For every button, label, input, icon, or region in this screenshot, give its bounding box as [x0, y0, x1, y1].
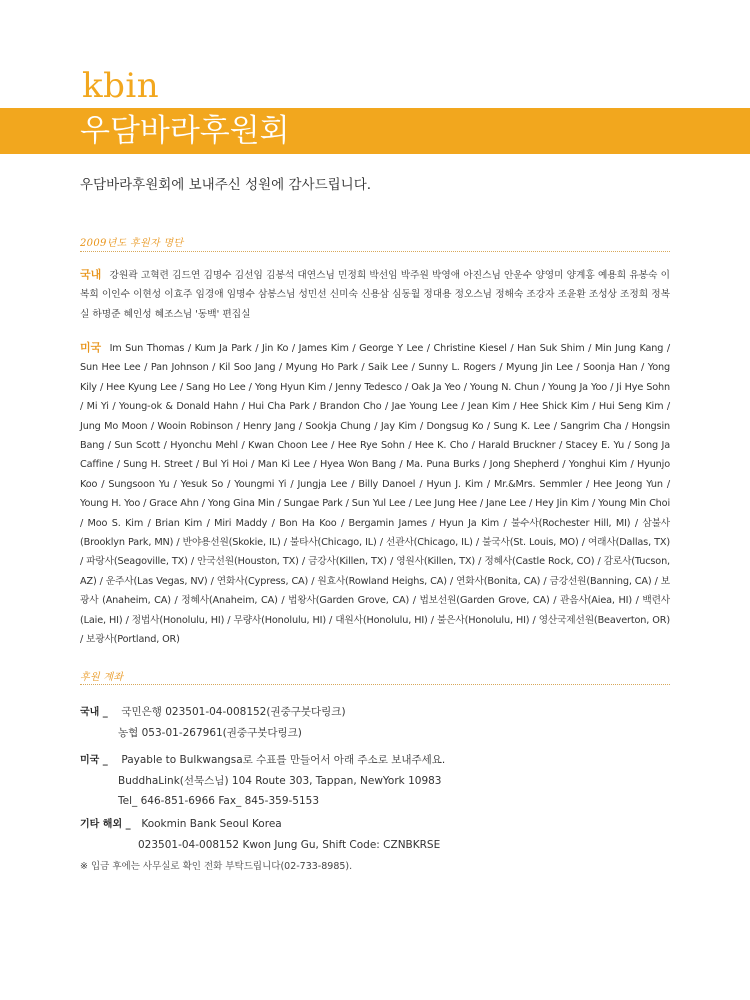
account-overseas — [80, 814, 680, 855]
deposit-note: ※ 입금 후에는 사무실로 확인 전화 부탁드립니다(02-733-8985). — [80, 861, 353, 872]
account-usa-line-1: Payable to Bulkwangsa로 수표를 만들어서 아래 주소로 보내주세요. — [121, 754, 446, 766]
account-korea-line-2: 농협 053-01-267961(권중구붓다링크) — [118, 727, 302, 739]
title-bar — [0, 108, 750, 154]
account-overseas-line-1: Kookmin Bank Seoul Korea — [141, 818, 282, 830]
account-korea — [80, 702, 680, 743]
korea-donor-list — [80, 265, 670, 324]
donors-heading: 2009년도 후원자 명단 — [80, 238, 184, 249]
account-usa — [80, 750, 680, 811]
account-usa-label: 미국 _ — [80, 755, 108, 766]
usa-label: 미국 — [80, 341, 101, 354]
account-usa-line-3: Tel_ 646-851-6966 Fax_ 845-359-5153 — [118, 795, 320, 807]
account-korea-label: 국내 _ — [80, 707, 108, 718]
account-overseas-label: 기타 해외 _ — [80, 819, 131, 830]
korea-donor-names: 강원곽 고혁련 김드연 김명수 김선임 김봉석 대연스님 민정희 박선임 박주원 박영애 아진스님 안운수 양영미 양계홍 예용희 유봉숙 이복희 이인수 이현성 이효주 임경애 임명수 삼봉스님 성민선 신미숙 신용삼 심동월 정대용 정오스님 정해숙 조강자 조윤환 조성상 조정희 정복실 하명준 혜인성 혜조스님 '동백' 편집실 — [80, 270, 670, 320]
accounts-heading: 후원 계좌 — [80, 672, 124, 683]
intro-text: 우담바라후원회에 보내주신 성원에 감사드립니다. — [80, 177, 372, 193]
donors-divider — [80, 251, 670, 252]
account-overseas-line-2: 023501-04-008152 Kwon Jung Gu, Shift Code: CZNBKRSE — [138, 839, 441, 851]
accounts-divider — [80, 684, 670, 685]
usa-donor-names: Im Sun Thomas / Kum Ja Park / Jin Ko / James Kim / George Y Lee / Christine Kiesel / Han Suk Shim / Min Jung Kang / Sun Hee Lee / Pan Johnson / Kil Soo Jang / Myung Ho Park / Saik Lee / Sunny L. Rogers / Myung Jin Lee / Soonja Han / Yong Kily / Hee Kyung Lee / Sang Ho Lee / Yong Hyun Kim / Jenny Tedesco / Oak Ja Yeo / Young N. Chun / Young Ja Yoo / Ji Hye Sohn / Mi Yi / Young-ok & Donald Hahn / Hui Cha Park / Brandon Cho / Jae Young Lee / Jean Kim / Hee Shick Kim / Hui Seng Kim / Jung Mo Moon / Wooin Robinson / Henry Jang / Sookja Chung / Jay Kim / Dongsug Ko / Sung K. Lee / Sangrim Cha / Hongsin Bang / Sun Scott / Hyonchu Mehl / Kwan Choon Lee / Hee Rye Sohn / Hee K. Cho / Harald Bruckner / Stacey E. Yu / Song Ja Caffine / Sung H. Street / Bul Yi Hoi / Man Ki Lee / Hyea Won Bang / Ma. Puna Burks / Jong Shepherd / Yonghui Kim / Hyunjo Koo / Sungsoon Yu / Yesuk So / Youngmi Yi / Jungja Lee / Billy Danoel / Hyun J. Kim / Mr.&Mrs. Semmler / Hee Jeong Yun / Young H. Yoo / Grace Ahn / Yong Gina Min / Sungae Park / Sun Yul Lee / Lee Jung Hee / Jane Lee / Hey Jin Kim / Young Min Choi / Moo S. Kim / Brian Kim / Miri Maddy / Bon Ha Koo / Bergamin James / Hyun Ja Kim / 불수사(Rochester Hill, MI) / 삼불사(Brooklyn Park, MN) / 반야용선원(Skokie, IL) / 불타사(Chicago, IL) / 선관사(Chicago, IL) / 불국사(St. Louis, MO) / 여래사(Dallas, TX) / 파랑사(Seagoville, TX) / 안국선원(Houston, TX) / 금강사(Killen, TX) / 영원사(Killen, TX) / 정혜사(Castle Rock, CO) / 감로사(Tucson, AZ) / 운주사(Las Vegas, NV) / 연화사(Cypress, CA) / 원효사(Rowland Heighs, CA) / 연화사(Bonita, CA) / 금강선원(Banning, CA) / 보광사 (Anaheim, CA) / 정혜사(Anaheim, CA) / 법왕사(Garden Grove, CA) / 법보선원(Garden Grove, CA) / 관음사(Aiea, HI) / 백련사(Laie, HI) / 정법사(Honolulu, HI) / 무량사(Honolulu, HI) / 대원사(Honolulu, HI) / 불은사(Honolulu, HI) / 영산국제선원(Beaverton, OR) / 보광사(Portland, OR) — [80, 343, 670, 646]
brand-name: kbin — [82, 66, 160, 106]
usa-donor-list — [80, 338, 670, 650]
account-usa-line-2: BuddhaLink(선묵스님) 104 Route 303, Tappan, NewYork 10983 — [118, 775, 442, 787]
korea-label: 국내 — [80, 268, 102, 281]
page-title: 우담바라후원회 — [80, 113, 290, 149]
account-korea-line-1: 국민은행 023501-04-008152(권중구붓다링크) — [121, 706, 346, 718]
